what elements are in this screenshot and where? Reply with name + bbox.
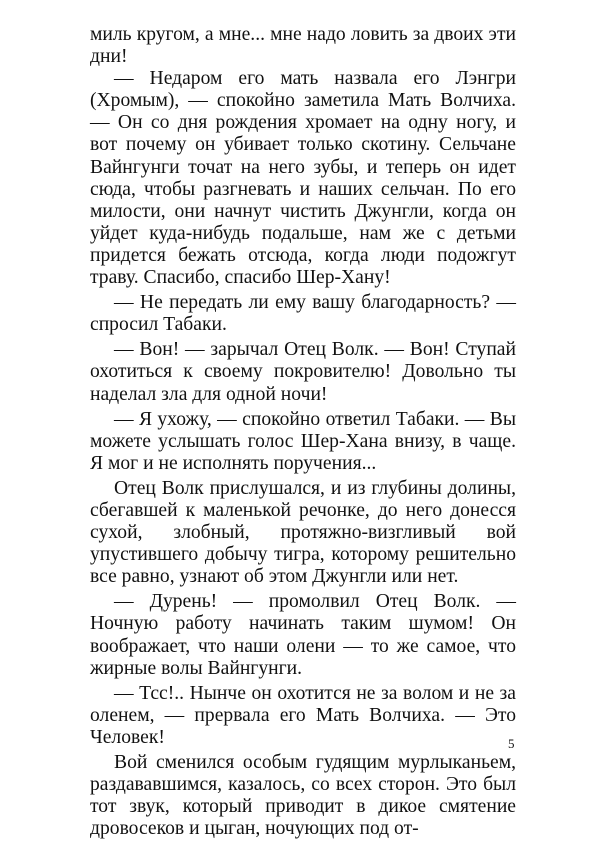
paragraph-fool: — Дурень! — промолвил Отец Волк. — Ночную работу начинать таким шумом! Он воображает, что наши олени — то же самое, что жирные волы Вайнгунги. <box>90 591 516 679</box>
page-number: 5 <box>508 736 515 751</box>
paragraph-continuation: миль кругом, а мне... мне надо ловить за двоих эти дни! <box>90 24 516 68</box>
paragraph-tabaqui-gratitude: — Не передать ли ему вашу благодарность? — спросил Табаки. <box>90 292 516 336</box>
paragraph-mother-wolf-langri: — Недаром его мать назвала его Лэнгри (Хромым), — спокойно заметила Мать Волчиха. — Он со дня рождения хромает на одну ногу, и вот почему он убивает только скотину. Сельчане Вайнгунги точат на него зубы, и теперь он идет сюда, чтобы разгневать и наших сельчан. По его милости, они начнут чистить Джунгли, когда он уйдет куда-нибудь подальше, нам же с детьми придется бежать отсюда, когда люди подожгут траву. Спасибо, спасибо Шер-Хану! <box>90 68 516 289</box>
page-body-text <box>90 24 516 840</box>
paragraph-father-wolf-listened: Отец Волк прислушался, и из глубины долины, сбегавшей к маленькой речонке, до него донесся сухой, злобный, протяжно-визгливый вой упустившего добычу тигра, которому решительно все равно, узнают об этом Джунгли или нет. <box>90 477 516 588</box>
paragraph-tabaqui-leaving: — Я ухожу, — спокойно ответил Табаки. — Вы можете услышать голос Шер-Хана внизу, в чаще. Я мог и не исполнять поручения... <box>90 408 516 474</box>
paragraph-father-wolf-out: — Вон! — зарычал Отец Волк. — Вон! Ступай охотиться к своему покровителю! Довольно ты наделал зла для одной ночи! <box>90 339 516 405</box>
paragraph-howl-purr: Вой сменился особым гудящим мурлыканьем, раздававшимся, казалось, со всех сторон. Это был тот звук, который приводит в дикое смятение дровосеков и цыган, ночующих под от- <box>90 752 516 840</box>
paragraph-man: — Тсс!.. Нынче он охотится не за волом и не за оленем, — прервала его Мать Волчиха. — Это Человек! <box>90 682 516 748</box>
